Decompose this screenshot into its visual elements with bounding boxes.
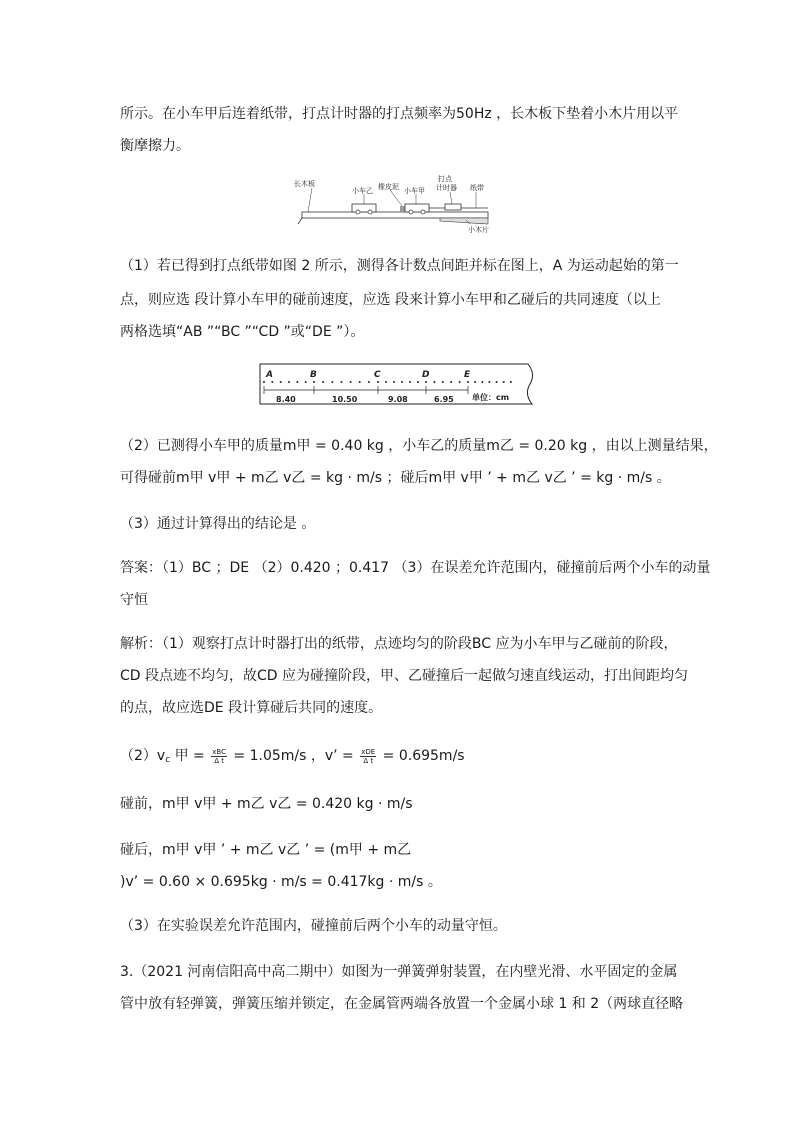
tape-dot [359, 381, 361, 383]
q1-line-3: 两格选填“AB ”“BC ”“CD ”或“DE ”）。 [120, 324, 365, 340]
next-question-line-2: 管中放有轻弹簧，弹簧压缩并锁定，在金属管两端各放置一个金属小球 1 和 2（两球直径略 [120, 996, 684, 1012]
intro-line-1: 所示。在小车甲后连着纸带，打点计时器的打点频率为50Hz ，长木板下垫着小木片用以平 [120, 106, 679, 122]
calc-velocity-line [120, 746, 465, 770]
point-c: C [374, 370, 381, 380]
tape-dot [425, 381, 427, 383]
dist-ab: 8.40 [276, 395, 296, 404]
calc-conclusion: （3）在实验误差允许范围内，碰撞前后两个小车的动量守恒。 [120, 918, 507, 934]
point-d: D [422, 370, 430, 380]
point-e: E [464, 370, 471, 380]
tape-dot [288, 381, 290, 383]
analysis-line-1: 解析：（1）观察打点计时器打出的纸带，点迹均匀的阶段BC 应为小车甲与乙碰前的阶段， [120, 636, 678, 652]
tape-dot [377, 381, 379, 383]
label-cart-a: 小车甲 [404, 187, 425, 195]
analysis-line-3: 的点，故应选DE 段计算碰后共同的速度。 [120, 700, 383, 716]
cart-a-wheel-1 [409, 210, 413, 214]
tape-dot [450, 381, 452, 383]
label-board: 长木板 [294, 180, 315, 188]
calc-sub-c: c [165, 755, 171, 765]
tape-dot [368, 381, 370, 383]
tape-dot [271, 381, 273, 383]
analysis-line-2: CD 段点迹不均匀，故CD 应为碰撞阶段，甲、乙碰撞后一起做匀速直线运动，打出间距均匀 [120, 668, 689, 684]
label-tape: 纸带 [470, 184, 484, 192]
tape-dot [496, 381, 498, 383]
tape-dot [350, 381, 352, 383]
tape-dot [459, 381, 461, 383]
wood-block [440, 218, 488, 224]
tape-dot [433, 381, 435, 383]
tape-dot [263, 381, 265, 383]
q1-line-2: 点，则应选 段计算小车甲的碰前速度，应选 段来计算小车甲和乙碰后的共同速度（以上 [120, 292, 661, 308]
dist-cd: 9.08 [388, 395, 408, 404]
tape-dot [305, 381, 307, 383]
calc-mid-2: = 0.695m/s [378, 748, 465, 764]
calc-jia: 甲 = [170, 748, 205, 764]
tape-dot [296, 381, 298, 383]
tape-dot [340, 381, 342, 383]
label-block: 小木片 [468, 226, 489, 234]
answer-line-2: 守恒 [120, 592, 148, 608]
label-timer-2: 计时器 [436, 184, 457, 192]
tape-dot [385, 381, 387, 383]
tape-dot [417, 381, 419, 383]
calc-prefix: （2）v [120, 748, 166, 764]
apparatus-figure [290, 172, 500, 234]
tape-dot [481, 381, 483, 383]
intro-line-2: 衡摩擦力。 [120, 138, 190, 154]
calc-mid-1: = 1.05m/s ，v’ = [228, 748, 354, 764]
tape-dot [442, 381, 444, 383]
calc-after-1: 碰后，m甲 v甲 ’ + m乙 v乙 ’ = (m甲 + m乙 [120, 842, 412, 858]
dist-de: 6.95 [434, 395, 454, 404]
board-left-edge [298, 218, 302, 224]
cart-a [405, 204, 429, 212]
tape-dot [474, 381, 476, 383]
q2-line-2: 可得碰前m甲 v甲 + m乙 v乙 = kg · m/s ；碰后m甲 v甲 ’ + m乙 v乙 ’ = kg · m/s 。 [120, 470, 671, 486]
cart-b [352, 204, 376, 212]
point-b: B [310, 370, 317, 380]
cart-b-wheel-1 [356, 210, 360, 214]
fraction-bc-den: Δ t [214, 756, 224, 765]
tape-dot [503, 381, 505, 383]
cart-a-wheel-2 [421, 210, 425, 214]
q1-line-1: （1）若已得到打点纸带如图 2 所示，测得各计数点间距并标在图上，A 为运动起始的第一 [120, 258, 679, 274]
unit-label: 单位：cm [472, 393, 510, 402]
tape-dot [467, 381, 469, 383]
point-a: A [266, 370, 273, 380]
tape-dot [488, 381, 490, 383]
answer-line-1: 答案：（1）BC ；DE （2）0.420 ；0.417 （3）在误差允许范围内，碰撞前后两个小车的动量 [120, 560, 711, 576]
tape-dot [510, 381, 512, 383]
fraction-bc [211, 748, 227, 765]
paper-tape-figure [256, 360, 541, 410]
calc-after-2: )v’ = 0.60 × 0.695kg · m/s = 0.417kg · m/s 。 [120, 874, 442, 890]
label-timer-1: 打点 [438, 175, 452, 183]
tape-dot [280, 381, 282, 383]
tape-dot [393, 381, 395, 383]
label-cart-b: 小车乙 [352, 187, 373, 195]
next-question-line-1: 3.（2021 河南信阳高中高二期中）如图为一弹簧弹射装置，在内壁光滑、水平固定的金属 [120, 964, 678, 980]
fraction-de-den: Δ t [363, 756, 374, 765]
cart-b-wheel-2 [368, 210, 372, 214]
calc-before: 碰前，m甲 v甲 + m乙 v乙 = 0.420 kg · m/s [120, 796, 413, 812]
q3-text: （3）通过计算得出的结论是 。 [120, 516, 316, 532]
long-board [302, 212, 488, 218]
clay [400, 206, 405, 212]
fraction-de-num: xDE [361, 747, 376, 756]
tape-dot [331, 381, 333, 383]
tape-dot [401, 381, 403, 383]
tape-dot [322, 381, 324, 383]
dist-bc: 10.50 [332, 395, 358, 404]
timer [445, 204, 461, 210]
fraction-bc-num: xBC [212, 747, 226, 756]
tape-dot [313, 381, 315, 383]
tape-dot [409, 381, 411, 383]
label-clay: 橡皮泥 [378, 183, 399, 191]
q2-line-1: （2）已测得小车甲的质量m甲 = 0.40 kg ，小车乙的质量m乙 = 0.20 kg ，由以上测量结果， [120, 438, 718, 454]
fraction-de [360, 748, 376, 765]
